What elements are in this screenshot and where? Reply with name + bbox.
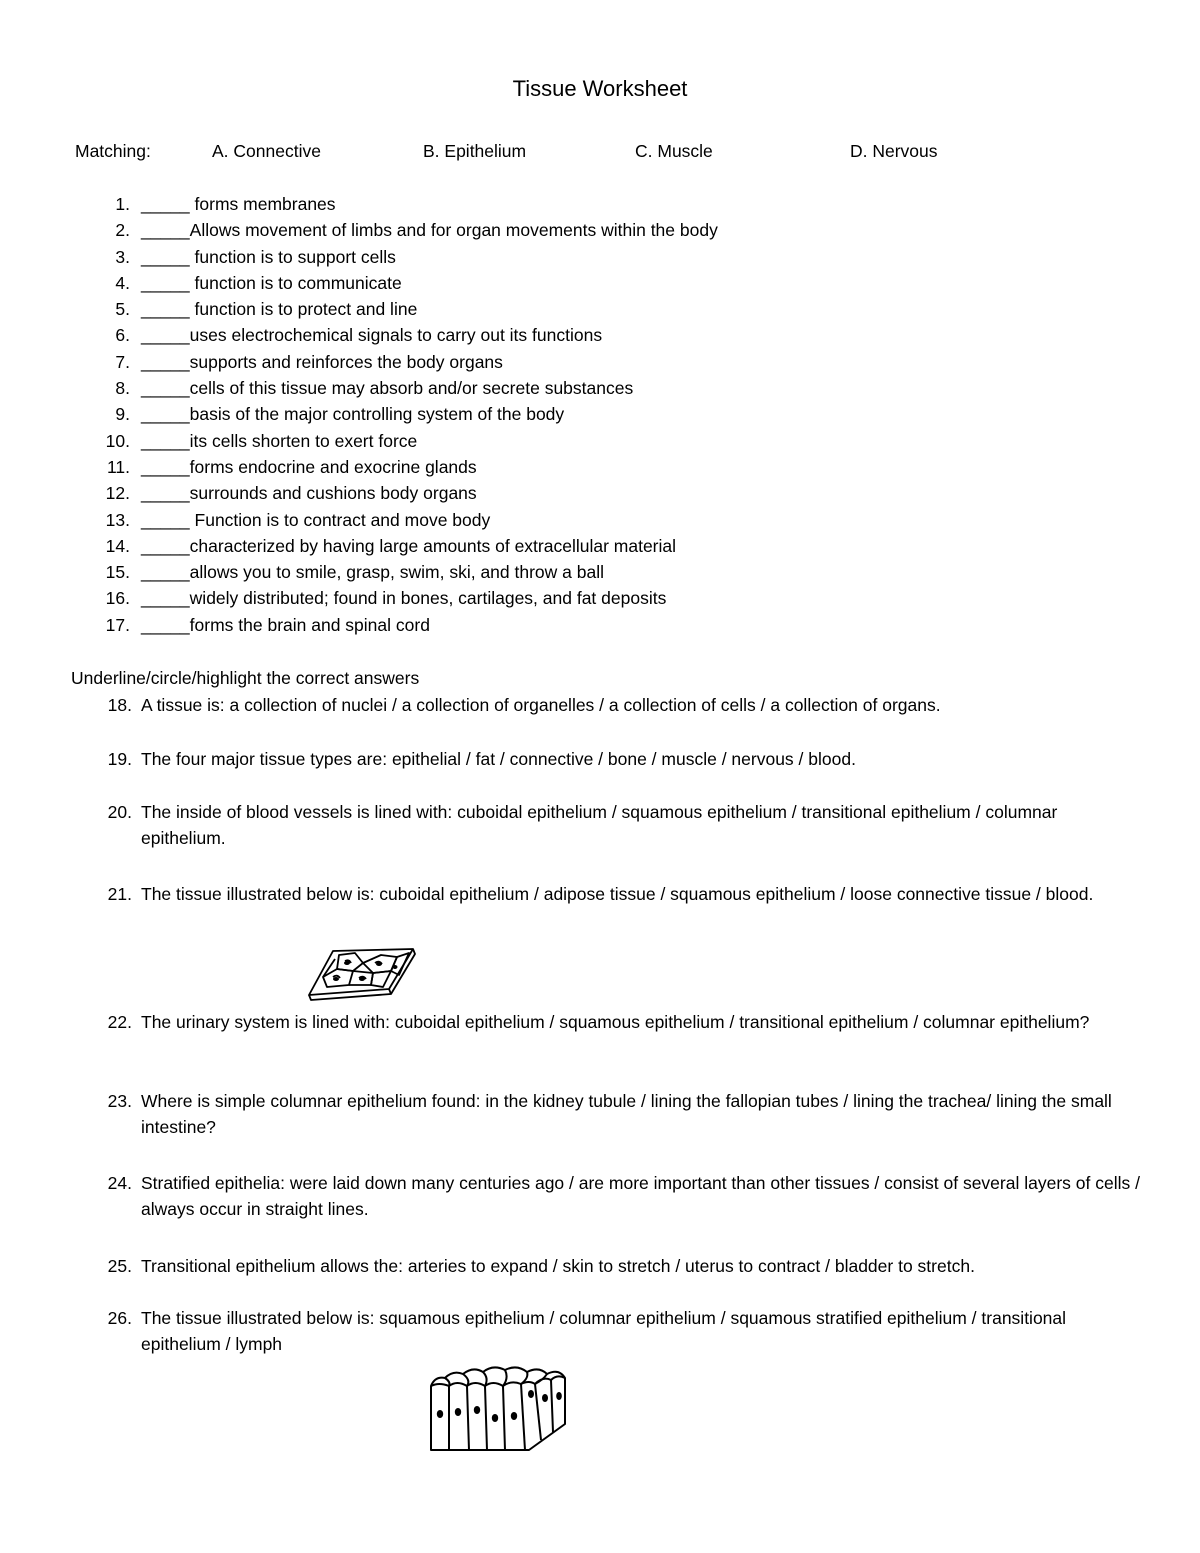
- matching-option-a: A. Connective: [212, 141, 321, 161]
- item-number: 16.: [105, 588, 130, 609]
- question-number: 21.: [107, 884, 132, 904]
- item-number: 8.: [115, 378, 130, 399]
- section-heading: Underline/circle/highlight the correct answers: [71, 668, 420, 688]
- item-text: _____supports and reinforces the body organs: [141, 351, 503, 372]
- item-number: 13.: [105, 509, 130, 530]
- item-number: 11.: [106, 456, 130, 477]
- list-item: [0, 246, 1200, 272]
- question-number: 20.: [107, 802, 132, 822]
- list-item: [0, 456, 1200, 482]
- item-text: _____ function is to communicate: [141, 272, 402, 293]
- matching-label: Matching:: [75, 141, 151, 161]
- list-item: [0, 272, 1200, 298]
- question-number: 25.: [107, 1256, 132, 1276]
- item-number: 6.: [115, 325, 130, 346]
- list-item: [0, 324, 1200, 350]
- item-number: 14.: [105, 535, 130, 556]
- list-item: [0, 482, 1200, 508]
- item-text: _____ function is to protect and line: [141, 299, 418, 320]
- item-number: 10.: [105, 430, 130, 451]
- list-item: [0, 509, 1200, 535]
- item-number: 1.: [115, 194, 130, 214]
- question-text: The tissue illustrated below is: squamous epithelium / columnar epithelium / squamous stratified epithelium / transitional epithelium / lymph: [141, 1308, 1067, 1354]
- question-text: Transitional epithelium allows the: arteries to expand / skin to stretch / uterus to contract / bladder to stretch.: [141, 1256, 975, 1276]
- question-text: Where is simple columnar epithelium found: in the kidney tubule / lining the fallopian tubes / lining the trachea/ lining the small intestine?: [141, 1091, 1112, 1137]
- matching-option-c: C. Muscle: [635, 141, 713, 161]
- item-number: 5.: [115, 299, 130, 320]
- item-text: _____ function is to support cells: [141, 246, 396, 267]
- item-text: _____forms the brain and spinal cord: [141, 614, 430, 635]
- item-number: 4.: [115, 272, 130, 293]
- item-text: _____forms endocrine and exocrine glands: [141, 456, 477, 477]
- matching-list: [0, 193, 1200, 640]
- item-text: _____uses electrochemical signals to carry out its functions: [141, 325, 603, 346]
- list-item: [0, 587, 1200, 613]
- item-text: _____Allows movement of limbs and for organ movements within the body: [141, 220, 718, 241]
- item-text: _____its cells shorten to exert force: [141, 430, 418, 451]
- question-number: 19.: [107, 749, 132, 769]
- list-item: [0, 351, 1200, 377]
- columnar-tissue-illustration: [425, 1362, 570, 1454]
- question-number: 22.: [107, 1012, 132, 1032]
- item-number: 3.: [115, 246, 130, 267]
- item-number: 7.: [115, 351, 130, 372]
- list-item: [0, 377, 1200, 403]
- list-item: [0, 193, 1200, 219]
- question-number: 26.: [107, 1308, 132, 1328]
- item-number: 15.: [105, 562, 130, 583]
- question-number: 23.: [107, 1091, 132, 1111]
- list-item: [0, 298, 1200, 324]
- list-item: [0, 614, 1200, 640]
- matching-option-d: D. Nervous: [850, 141, 938, 161]
- matching-option-b: B. Epithelium: [423, 141, 527, 161]
- list-item: [0, 403, 1200, 429]
- list-item: [0, 535, 1200, 561]
- item-text: _____characterized by having large amounts of extracellular material: [141, 535, 677, 556]
- list-item: [0, 561, 1200, 587]
- question-text: The four major tissue types are: epithelial / fat / connective / bone / muscle / nervous / blood.: [141, 749, 856, 769]
- question-text: The tissue illustrated below is: cuboidal epithelium / adipose tissue / squamous epithelium / loose connective tissue / blood.: [141, 884, 1094, 904]
- item-number: 17.: [105, 614, 130, 635]
- item-text: _____surrounds and cushions body organs: [141, 483, 477, 504]
- question-number: 18.: [107, 695, 132, 715]
- question-text: The inside of blood vessels is lined with: cuboidal epithelium / squamous epithelium / transitional epithelium / columnar epithelium.: [141, 802, 1058, 848]
- question-text: The urinary system is lined with: cuboidal epithelium / squamous epithelium / transitional epithelium / columnar epithelium?: [141, 1012, 1090, 1032]
- list-item: [0, 430, 1200, 456]
- matching-legend: [75, 141, 1175, 165]
- item-number: 2.: [115, 220, 130, 241]
- item-number: 12.: [105, 483, 130, 504]
- page-title: Tissue Worksheet: [512, 76, 688, 101]
- item-number: 9.: [115, 404, 130, 425]
- question-number: 24.: [107, 1173, 132, 1193]
- item-text: _____basis of the major controlling system of the body: [141, 404, 565, 425]
- squamous-tissue-illustration: [305, 945, 417, 1003]
- list-item: [0, 219, 1200, 245]
- item-text: _____widely distributed; found in bones, cartilages, and fat deposits: [141, 588, 667, 609]
- item-text: _____ Function is to contract and move body: [141, 509, 491, 530]
- question-text: A tissue is: a collection of nuclei / a collection of organelles / a collection of cells / a collection of organs.: [141, 695, 941, 715]
- question-text: Stratified epithelia: were laid down many centuries ago / are more important than other tissues / consist of several layers of cells / always occur in straight lines.: [141, 1173, 1140, 1219]
- item-text: _____ forms membranes: [141, 194, 336, 214]
- item-text: _____allows you to smile, grasp, swim, ski, and throw a ball: [141, 562, 604, 583]
- item-text: _____cells of this tissue may absorb and/or secrete substances: [141, 378, 634, 399]
